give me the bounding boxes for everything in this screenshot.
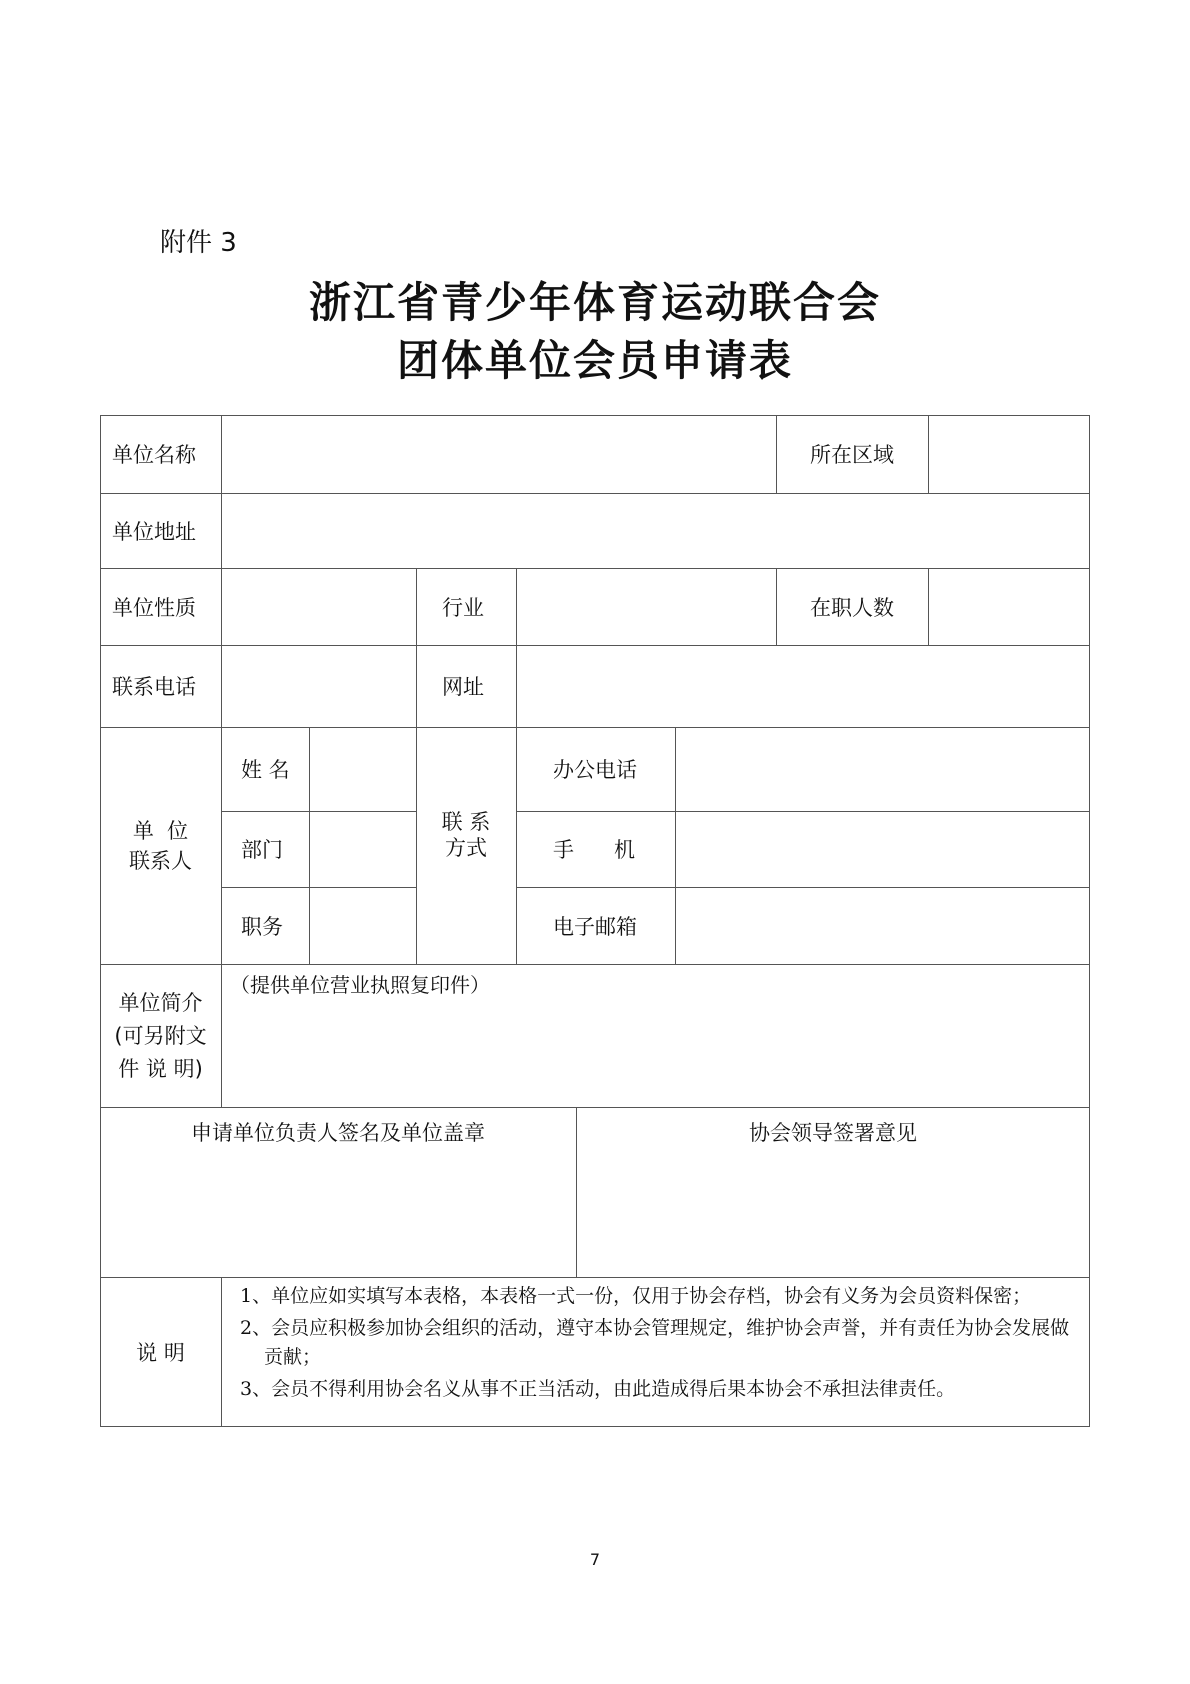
position-field[interactable]	[310, 888, 416, 963]
contact-person-label-line2: 联系人	[129, 848, 192, 873]
name-field[interactable]	[310, 728, 416, 810]
intro-field[interactable]	[222, 965, 1089, 1106]
note-item: 1、单位应如实填写本表格，本表格一式一份，仅用于协会存档，协会有义务为会员资料保密；	[240, 1285, 1032, 1307]
industry-label: 行业	[442, 595, 484, 620]
mobile-label: 手 机	[553, 838, 636, 862]
unit-name-label: 单位名称	[112, 443, 196, 467]
form-subtitle: 团体单位会员申请表	[396, 336, 793, 385]
intro-label-line1: 单位简介	[118, 990, 203, 1015]
phone-field[interactable]	[222, 646, 416, 726]
contact-method-label	[416, 727, 516, 942]
applicant-sign-area[interactable]	[100, 1107, 576, 1277]
note-item: 3、会员不得利用协会名义从事不正当活动，由此造成得后果本协会不承担法律责任。	[240, 1378, 956, 1400]
association-opinion-area[interactable]	[577, 1107, 1089, 1277]
attachment-label: 附件 3	[160, 228, 237, 258]
notes-list	[240, 1282, 1085, 1407]
website-label: 网址	[442, 675, 484, 699]
notes-label: 说 明	[136, 1340, 185, 1365]
note-item: 2、会员应积极参加协会组织的活动，遵守本协会管理规定，维护协会声誉，并有责任为协会发展做贡献；	[240, 1317, 1070, 1368]
phone-label: 联系电话	[112, 675, 196, 699]
application-form-table	[100, 415, 1090, 1427]
page-number: 7	[589, 1550, 601, 1569]
region-label: 所在区域	[810, 443, 894, 467]
email-field[interactable]	[676, 888, 1089, 963]
contact-person-label-line1: 单 位	[132, 818, 189, 843]
office-phone-label: 办公电话	[553, 758, 637, 782]
staff-count-field[interactable]	[929, 569, 1089, 644]
department-field[interactable]	[310, 812, 416, 886]
name-label: 姓 名	[241, 758, 290, 782]
intro-hint: （提供单位营业执照复印件）	[230, 973, 490, 997]
form-title: 浙江省青少年体育运动联合会	[308, 278, 881, 327]
website-field[interactable]	[517, 646, 1089, 726]
nature-label: 单位性质	[112, 595, 196, 620]
region-field[interactable]	[929, 416, 1089, 492]
contact-method-label-line2: 方式	[445, 835, 487, 860]
unit-name-field[interactable]	[222, 416, 775, 492]
nature-field[interactable]	[222, 569, 416, 644]
position-label: 职务	[241, 914, 283, 939]
contact-method-label-line1: 联 系	[441, 809, 491, 834]
address-label: 单位地址	[112, 519, 196, 544]
email-label: 电子邮箱	[553, 914, 637, 939]
intro-label-line2: (可另附文	[114, 1023, 207, 1048]
association-opinion-label: 协会领导签署意见	[749, 1121, 917, 1145]
mobile-field[interactable]	[676, 812, 1089, 886]
department-label: 部门	[241, 838, 283, 862]
staff-count-label: 在职人数	[810, 595, 894, 620]
industry-field[interactable]	[517, 569, 776, 644]
contact-person-label	[100, 727, 221, 964]
applicant-sign-label: 申请单位负责人签名及单位盖章	[191, 1121, 485, 1145]
office-phone-field[interactable]	[676, 728, 1089, 810]
intro-label	[100, 975, 221, 1097]
address-field[interactable]	[222, 494, 1089, 567]
intro-label-line3: 件 说 明)	[118, 1056, 203, 1081]
